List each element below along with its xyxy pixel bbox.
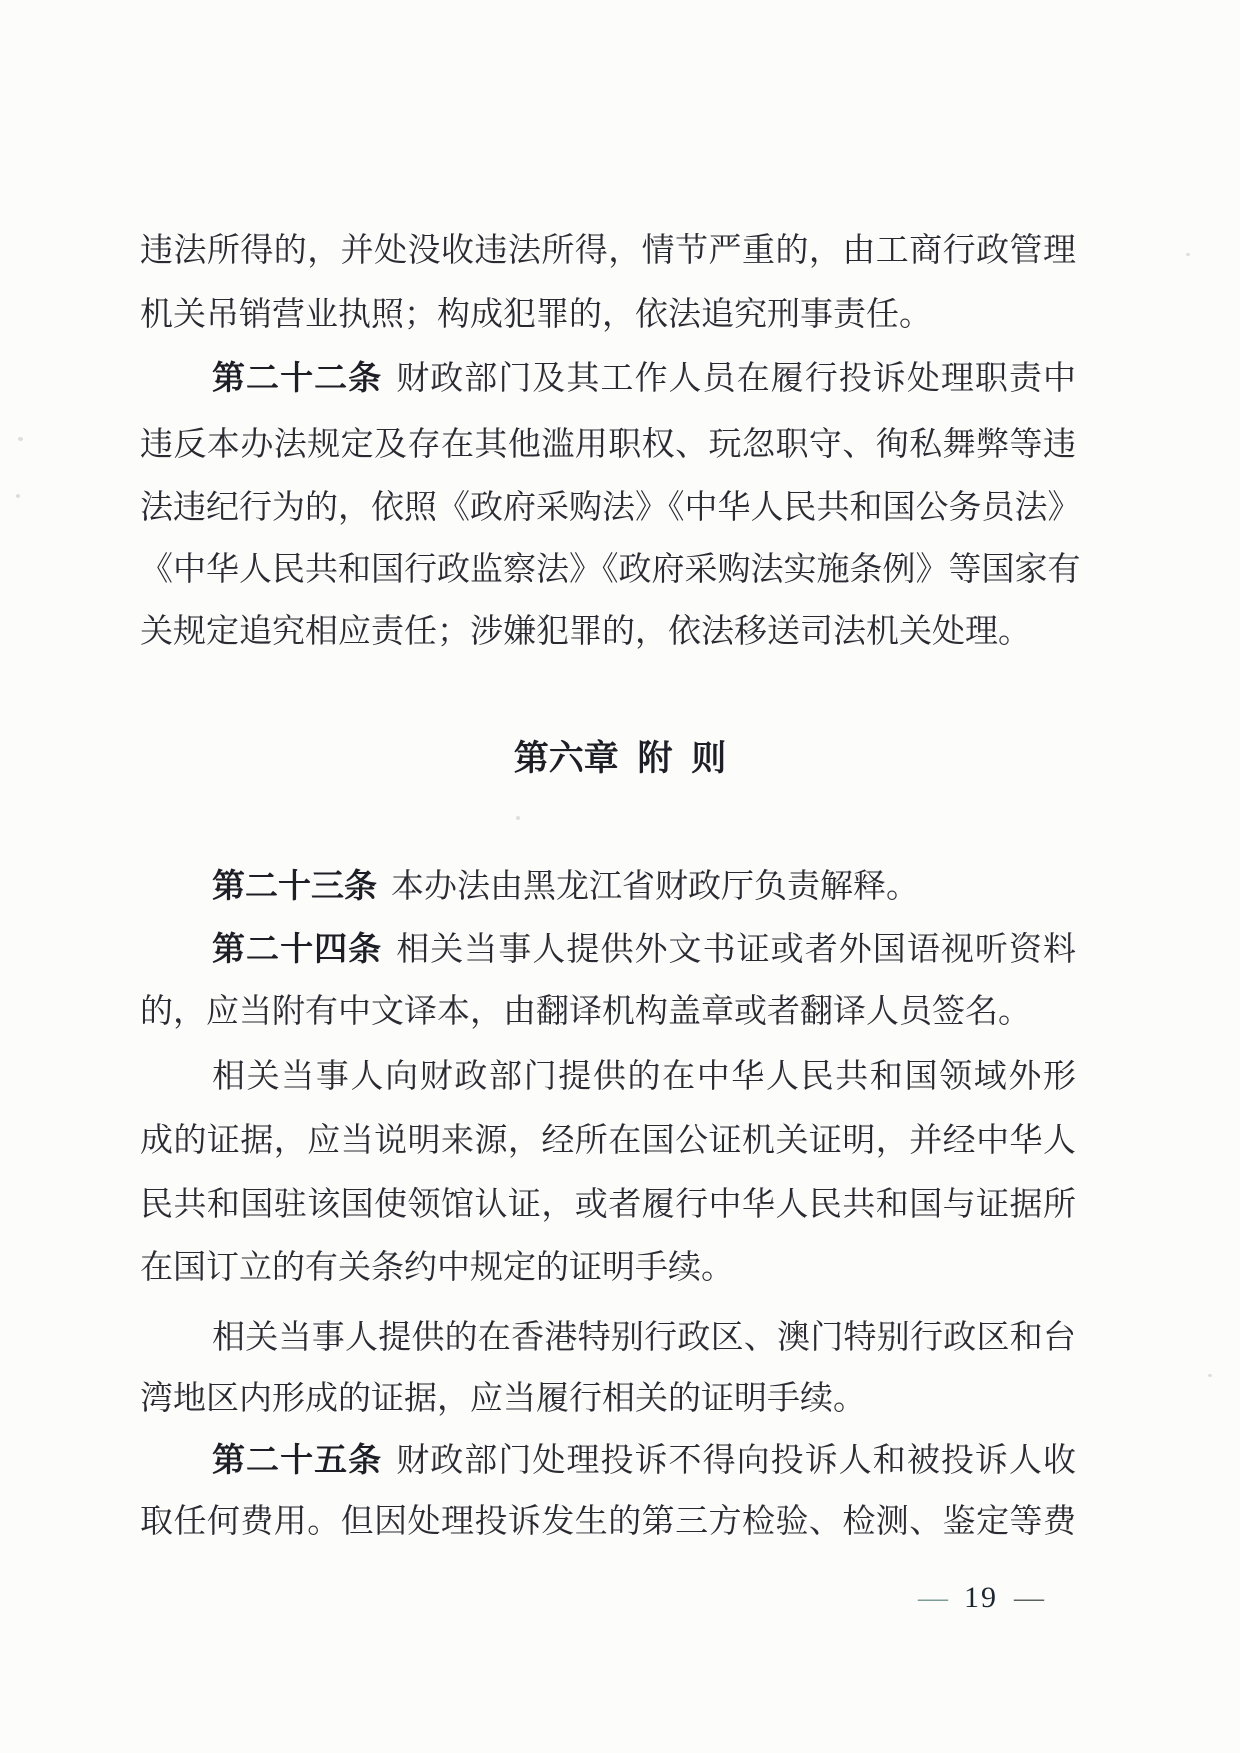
- line-text: 相关当事人提供的在香港特别行政区、澳门特别行政区和台: [212, 1320, 1076, 1356]
- text-line: [140, 230, 1076, 272]
- page-number-value: 19: [964, 1581, 998, 1614]
- line-text: 湾地区内形成的证据，应当履行相关的证明手续。: [140, 1381, 866, 1417]
- text-line: [140, 1501, 1076, 1543]
- text-line-article-24: [140, 929, 1076, 971]
- text-line: [140, 1378, 1076, 1420]
- text-line: [140, 1184, 1076, 1226]
- text-line: [140, 487, 1081, 529]
- text-line-article-25: [140, 1440, 1076, 1482]
- line-text: 成的证据，应当说明来源，经所在国公证机关证明，并经中华人: [140, 1123, 1076, 1159]
- text-line: [140, 294, 1076, 336]
- line-text: 关规定追究相应责任；涉嫌犯罪的，依法移送司法机关处理。: [140, 614, 1031, 650]
- page-number: [918, 1580, 1044, 1616]
- text-line: [140, 549, 1081, 591]
- line-text: 在国订立的有关条约中规定的证明手续。: [140, 1250, 734, 1286]
- scan-speck: [1208, 1374, 1212, 1377]
- line-text: 民共和国驻该国使领馆认证，或者履行中华人民共和国与证据所: [140, 1187, 1076, 1223]
- article-number: 第二十三条: [212, 869, 377, 905]
- scan-speck: [516, 816, 520, 820]
- line-text: 财政部门及其工作人员在履行投诉处理职责中: [396, 361, 1077, 397]
- text-line-article-23: [140, 866, 1076, 908]
- text-line: [140, 424, 1076, 466]
- page-number-dash-left: —: [918, 1581, 948, 1614]
- scan-speck: [18, 437, 23, 441]
- line-text: 相关当事人提供外文书证或者外国语视听资料: [396, 932, 1077, 968]
- text-line: [140, 1120, 1076, 1162]
- article-number: 第二十五条: [212, 1443, 383, 1479]
- page-number-dash-right: —: [1014, 1581, 1044, 1614]
- scan-speck: [1186, 253, 1190, 256]
- scan-speck: [16, 494, 20, 498]
- line-text: 本办法由黑龙江省财政厅负责解释。: [391, 869, 919, 905]
- line-text: 机关吊销营业执照；构成犯罪的，依法追究刑事责任。: [140, 297, 932, 333]
- line-text: 取任何费用。但因处理投诉发生的第三方检验、检测、鉴定等费: [140, 1504, 1076, 1540]
- line-text: 的，应当附有中文译本，由翻译机构盖章或者翻译人员签名。: [140, 994, 1031, 1030]
- line-text: 相关当事人向财政部门提供的在中华人民共和国领域外形: [212, 1059, 1076, 1095]
- line-text: 法违纪行为的，依照《政府采购法》《中华人民共和国公务员法》: [140, 490, 1081, 526]
- line-text: 违法所得的，并处没收违法所得，情节严重的，由工商行政管理: [140, 233, 1076, 269]
- text-line: [140, 1056, 1076, 1098]
- line-text: 财政部门处理投诉不得向投诉人和被投诉人收: [396, 1443, 1077, 1479]
- article-number: 第二十二条: [212, 361, 383, 397]
- text-line: [140, 611, 1076, 653]
- chapter-heading: 第六章 附 则: [513, 739, 727, 778]
- article-number: 第二十四条: [212, 932, 383, 968]
- text-line: [140, 991, 1076, 1033]
- text-line: [140, 1317, 1076, 1359]
- text-line: [140, 1247, 1076, 1289]
- text-line-article-22: [140, 358, 1076, 400]
- line-text: 违反本办法规定及存在其他滥用职权、玩忽职守、徇私舞弊等违: [140, 427, 1076, 463]
- line-text: 《中华人民共和国行政监察法》《政府采购法实施条例》等国家有: [140, 552, 1081, 588]
